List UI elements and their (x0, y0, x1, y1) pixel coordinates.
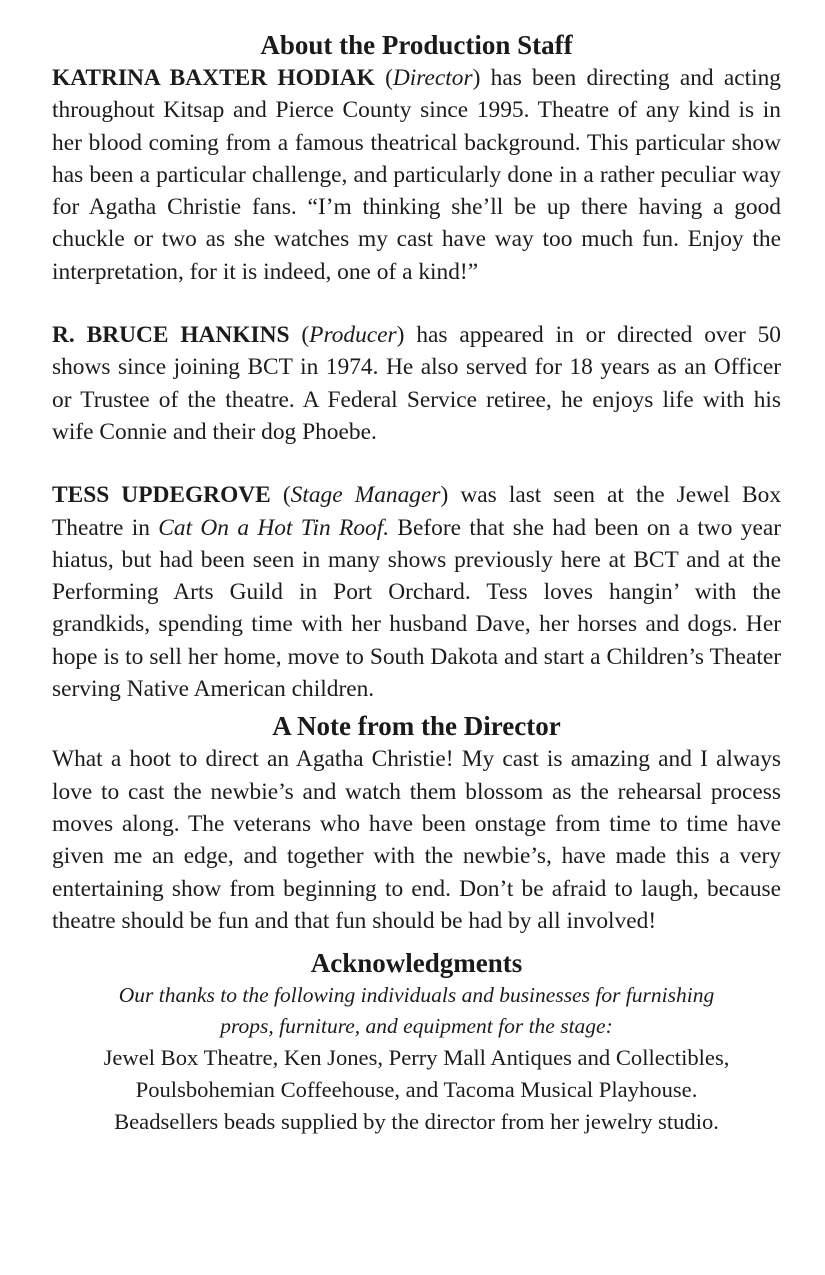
acknowledgments-intro-line: Our thanks to the following individuals and businesses for furnishing (118, 983, 715, 1008)
acknowledgments-list (52, 1042, 781, 1138)
producer-bio (52, 319, 781, 448)
acknowledgments-list-line: Jewel Box Theatre, Ken Jones, Perry Mall Antiques and Collectibles, (103, 1045, 730, 1071)
director-bio-text: has been directing and acting throughout Kitsap and Pierce County since 1995. Theatre of any kind is in her blood coming from a famous theatrical background. This particular show has been a particular challenge, and particularly done in a rather peculiar way for Agatha Christie fans. “I’m thinking she’ll be up there having a good chuckle or two as she watches my cast have way too much fun. Enjoy the interpretation, for it is indeed, one of a kind!” (52, 65, 781, 285)
acknowledgments-list-line: Poulsbohemian Coffeehouse, and Tacoma Musical Playhouse. (135, 1077, 698, 1103)
paren-close: ) (440, 482, 461, 509)
acknowledgments-intro (72, 980, 761, 1042)
paren-close: ) (472, 65, 491, 91)
acknowledgments-intro-line: props, furniture, and equipment for the stage: (220, 1014, 613, 1039)
acknowledgments-list-line: Beadsellers beads supplied by the director from her jewelry studio. (114, 1109, 719, 1135)
acknowledgments-heading: Acknowledgments (310, 948, 523, 979)
paren-open: ( (270, 482, 291, 509)
stage-manager-bio (52, 479, 781, 705)
stage-manager-bio-text-1: was last seen at the Jewel Box Theatre in (52, 482, 782, 541)
stage-manager-name: TESS UPDEGROVE (52, 482, 271, 509)
show-title: Cat On a Hot Tin Roof. (158, 514, 390, 541)
director-name: KATRINA BAXTER HODIAK (52, 65, 375, 91)
director-bio (52, 62, 781, 288)
spacer (52, 288, 781, 319)
director-note-body: What a hoot to direct an Agatha Christie! My cast is amazing and I always love to cast the newbie’s and watch them blossom as the rehearsal process moves along. The veterans who have been onstage from time to time have given me an edge, and together with the newbie’s, have made this a very entertaining show from beginning to end. Don’t be afraid to laugh, because theatre should be fun and that fun should be had by all involved! (52, 746, 781, 934)
spacer (52, 448, 781, 479)
stage-manager-bio-text-2: Before that she had been on a two year hiatus, but had been seen in many shows previously here at BCT and at the Performing Arts Guild in Port Orchard. Tess loves hangin’ with the grandkids, spending time with her husband Dave, her horses and dogs. Her hope is to sell her home, move to South Dakota and start a Children’s Theater serving Native American children. (52, 514, 781, 703)
producer-name: R. BRUCE HANKINS (52, 322, 290, 349)
director-role: Director (392, 65, 473, 91)
production-staff-heading: About the Production Staff (260, 30, 573, 60)
producer-role: Producer (309, 322, 397, 349)
director-note-heading: A Note from the Director (272, 711, 561, 742)
paren-close: ) (396, 322, 417, 349)
paren-open: ( (289, 322, 310, 349)
paren-open: ( (374, 65, 393, 91)
stage-manager-role: Stage Manager (290, 482, 441, 509)
producer-bio-text: has appeared in or directed over 50 shows since joining BCT in 1974. He also served for 18 years as an Officer or Trustee of the theatre. A Federal Service retiree, he enjoys life with his wife Connie and their dog Phoebe. (52, 322, 782, 445)
